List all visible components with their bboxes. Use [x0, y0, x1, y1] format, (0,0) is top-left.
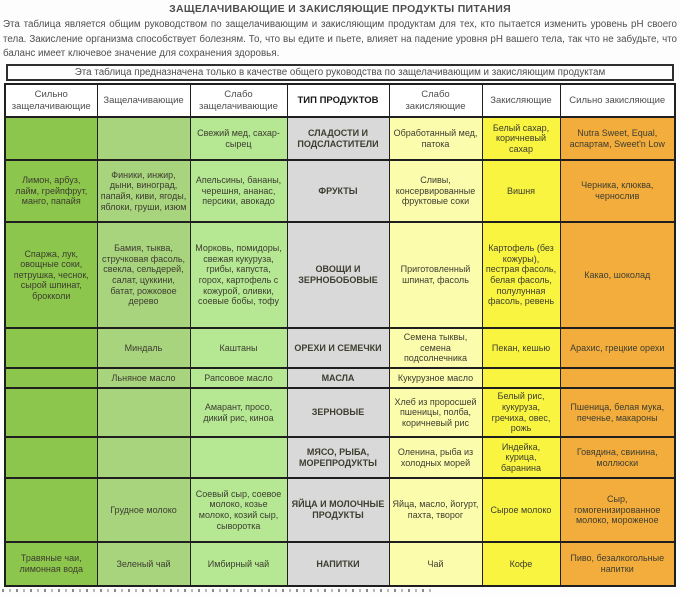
cropped-text-remnant — [2, 589, 432, 592]
column-header-weak-alkaline: Слабо защелачивающие — [190, 84, 287, 117]
product-type-cell: ЗЕРНОВЫЕ — [287, 388, 389, 437]
product-type-cell: ЯЙЦА И МОЛОЧНЫЕ ПРОДУКТЫ — [287, 478, 389, 542]
table-row-beverages — [5, 542, 675, 586]
cell-strong-alkaline — [5, 478, 97, 542]
cell-acid: Пекан, кешью — [482, 328, 560, 368]
cell-acid: Картофель (без кожуры), пестрая фасоль, белая фасоль, полулунная фасоль, ревень — [482, 222, 560, 328]
column-header-strong-acid: Сильно закисляющие — [560, 84, 675, 117]
cell-weak-alkaline: Соевый сыр, соевое молоко, козье молоко, козий сыр, сыворотка — [190, 478, 287, 542]
cell-weak-acid: Обработанный мед, патока — [389, 117, 482, 160]
table-row-oils — [5, 368, 675, 388]
cell-alkaline: Льняное масло — [97, 368, 190, 388]
table-row-nuts-seeds — [5, 328, 675, 368]
cell-strong-acid: Пшеница, белая мука, печенье, макароны — [560, 388, 675, 437]
cell-weak-alkaline: Амарант, просо, дикий рис, киноа — [190, 388, 287, 437]
column-header-weak-acid: Слабо закисляющие — [389, 84, 482, 117]
cell-strong-acid: Говядина, свинина, моллюски — [560, 437, 675, 478]
table-row-eggs-dairy — [5, 478, 675, 542]
cell-weak-alkaline: Имбирный чай — [190, 542, 287, 586]
product-type-cell: ФРУКТЫ — [287, 160, 389, 222]
cell-strong-acid — [560, 368, 675, 388]
cell-alkaline — [97, 388, 190, 437]
cell-strong-acid: Черника, клюква, чернослив — [560, 160, 675, 222]
cell-weak-acid: Хлеб из проросшей пшеницы, полба, коричневый рис — [389, 388, 482, 437]
cell-strong-acid: Арахис, грецкие орехи — [560, 328, 675, 368]
column-header-product-type: ТИП ПРОДУКТОВ — [287, 84, 389, 117]
cell-alkaline — [97, 117, 190, 160]
cell-acid: Вишня — [482, 160, 560, 222]
cell-weak-acid: Чай — [389, 542, 482, 586]
cell-strong-acid: Сыр, гомогенизированное молоко, мороженое — [560, 478, 675, 542]
product-type-cell: МАСЛА — [287, 368, 389, 388]
intro-text: Эта таблица является общим руководством по защелачивающим и закисляющим продуктам для тех, кто пытается изменить уровень pH своего тела. Закисление организма способствует болезням. То, что вы едите и пьете, влияет на падение уровня pH вашего тела, так что не забудьте, что баланс имеет ключевое значение для сохранения здоровья. — [3, 19, 677, 60]
column-header-strong-alkaline: Сильно защелачивающие — [5, 84, 97, 117]
product-type-cell: МЯСО, РЫБА, МОРЕПРОДУКТЫ — [287, 437, 389, 478]
cell-strong-alkaline: Лимон, арбуз, лайм, грейпфрут, манго, папайя — [5, 160, 97, 222]
cell-weak-acid: Кукурузное масло — [389, 368, 482, 388]
page-title: ЗАЩЕЛАЧИВАЮЩИЕ И ЗАКИСЛЯЮЩИЕ ПРОДУКТЫ ПИТАНИЯ — [169, 3, 511, 15]
cell-acid: Белый рис, кукуруза, гречиха, овес, рожь — [482, 388, 560, 437]
product-type-cell: НАПИТКИ — [287, 542, 389, 586]
cell-strong-alkaline — [5, 388, 97, 437]
cell-strong-acid: Nutra Sweet, Equal, аспартам, Sweet'n Low — [560, 117, 675, 160]
cell-alkaline: Бамия, тыква, стручковая фасоль, свекла, сельдерей, салат, цуккини, батат, рожковое дерево — [97, 222, 190, 328]
cell-acid: Кофе — [482, 542, 560, 586]
product-type-cell: ОВОЩИ И ЗЕРНОБОБОВЫЕ — [287, 222, 389, 328]
table-row-vegetables — [5, 222, 675, 328]
cell-weak-alkaline: Апельсины, бананы, черешня, ананас, персики, авокадо — [190, 160, 287, 222]
cell-weak-alkaline: Рапсовое масло — [190, 368, 287, 388]
cell-acid: Индейка, курица, баранина — [482, 437, 560, 478]
column-header-acid: Закисляющие — [482, 84, 560, 117]
product-type-cell: ОРЕХИ И СЕМЕЧКИ — [287, 328, 389, 368]
cell-strong-alkaline: Травяные чаи, лимонная вода — [5, 542, 97, 586]
cell-strong-alkaline — [5, 437, 97, 478]
cell-weak-acid: Сливы, консервированные фруктовые соки — [389, 160, 482, 222]
cell-weak-acid: Яйца, масло, йогурт, пахта, творог — [389, 478, 482, 542]
cell-weak-alkaline: Морковь, помидоры, свежая кукуруза, грибы, капуста, горох, картофель с кожурой, оливки, соевые бобы, тофу — [190, 222, 287, 328]
cell-weak-alkaline — [190, 437, 287, 478]
product-type-cell: СЛАДОСТИ И ПОДСЛАСТИТЕЛИ — [287, 117, 389, 160]
cell-weak-alkaline: Свежий мед, сахар-сырец — [190, 117, 287, 160]
cell-acid: Белый сахар, коричневый сахар — [482, 117, 560, 160]
cell-weak-alkaline: Каштаны — [190, 328, 287, 368]
cell-alkaline — [97, 437, 190, 478]
cell-alkaline: Зеленый чай — [97, 542, 190, 586]
column-header-alkaline: Защелачивающие — [97, 84, 190, 117]
cell-strong-alkaline — [5, 117, 97, 160]
cell-alkaline: Финики, инжир, дыни, виноград, папайя, киви, ягоды, яблоки, груши, изюм — [97, 160, 190, 222]
cell-strong-alkaline — [5, 368, 97, 388]
cell-alkaline: Миндаль — [97, 328, 190, 368]
cell-strong-acid: Пиво, безалкогольные напитки — [560, 542, 675, 586]
header-row — [5, 84, 675, 117]
food-ph-table — [4, 83, 676, 587]
table-row-fruits — [5, 160, 675, 222]
cell-weak-acid: Приготовленный шпинат, фасоль — [389, 222, 482, 328]
note-box: Эта таблица предназначена только в качестве общего руководства по защелачивающим и закисляющим продуктам — [6, 64, 674, 81]
table-row-meat-fish — [5, 437, 675, 478]
cell-weak-acid: Оленина, рыба из холодных морей — [389, 437, 482, 478]
cell-weak-acid: Семена тыквы, семена подсолнечника — [389, 328, 482, 368]
cell-acid: Сырое молоко — [482, 478, 560, 542]
cell-alkaline: Грудное молоко — [97, 478, 190, 542]
cell-strong-acid: Какао, шоколад — [560, 222, 675, 328]
cell-strong-alkaline: Спаржа, лук, овощные соки, петрушка, чеснок, сырой шпинат, брокколи — [5, 222, 97, 328]
table-row-sweeteners — [5, 117, 675, 160]
cell-acid — [482, 368, 560, 388]
table-row-grains — [5, 388, 675, 437]
cell-strong-alkaline — [5, 328, 97, 368]
